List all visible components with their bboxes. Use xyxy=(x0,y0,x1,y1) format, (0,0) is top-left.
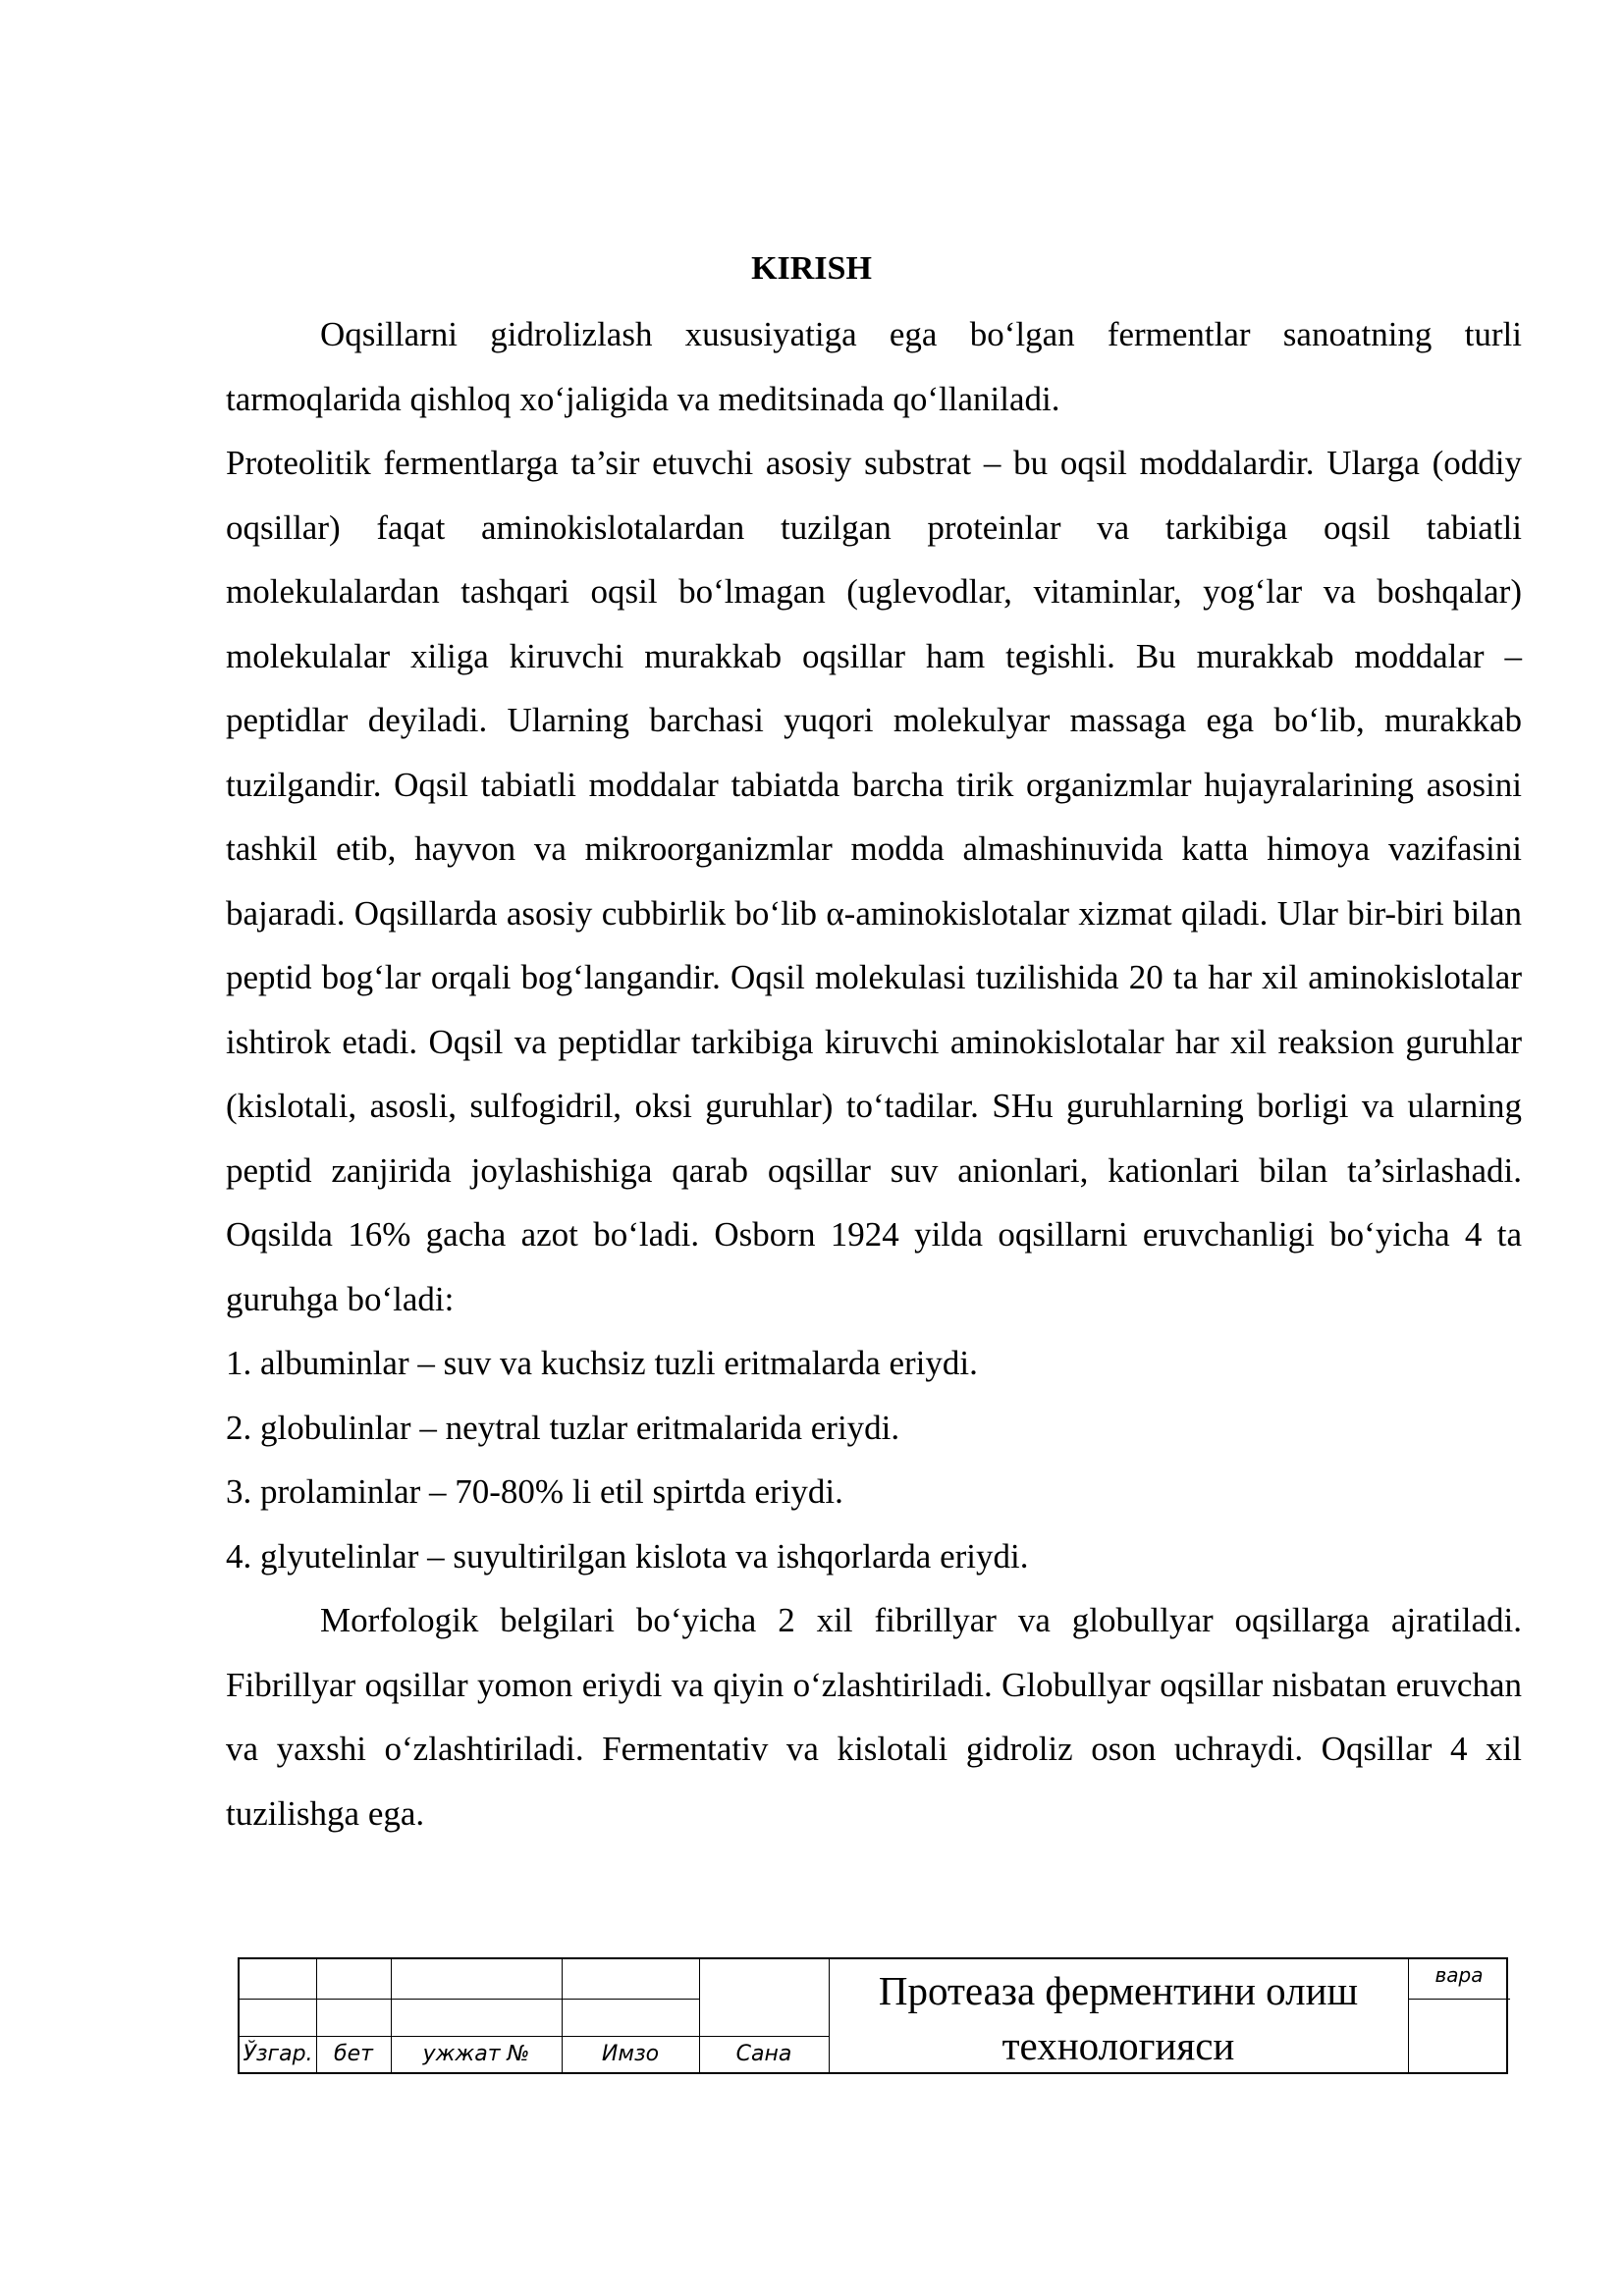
stamp-divider xyxy=(240,1999,699,2000)
stamp-label-doc-no: ужжат № xyxy=(422,2042,530,2066)
paragraph-substrate: Proteolitik fermentlarga ta’sir etuvchi asosiy substrat – bu oqsil moddalardir. Ularga (oddiy oqsillar) faqat aminokislotalardan tuzilgan proteinlar va tarkibiga oqsil tabiatli molekulalardan tashqari oqsil bo‘lmagan (uglevodlar, vitaminlar, yog‘lar va boshqalar) molekulalar xiliga kiruvchi murakkab oqsillar ham tegishli. Bu murakkab moddalar – peptidlar deyiladi. Ularning barchasi yuqori molekulyar massaga ega bo‘lib, murakkab tuzilgandir. Oqsil tabiatli moddalar tabiatda barcha tirik organizmlar hujayralarining asosini tashkil etib, hayvon va mikroorganizmlar modda almashinuvida katta himoya vazifasini bajaradi. Oqsillarda asosiy cubbirlik bo‘lib α-aminokislotalar xizmat qiladi. Ular bir-biri bilan peptid bog‘lar orqali bog‘langandir. Oqsil molekulasi tuzilishida 20 ta har xil aminokislotalar ishtirok etadi. Oqsil va peptidlar tarkibiga kiruvchi aminokislotalar har xil reaksion guruhlar (kislotali, asosli, sulfogidril, oksi guruhlar) to‘tadilar. SHu guruhlarning borligi va ularning peptid zanjirida joylashishiga qarab oqsillar suv anionlari, kationlari bilan ta’sirlashadi. Oqsilda 16% gacha azot bo‘ladi. Osborn 1924 yilda oqsillarni eruvchanligi bo‘yicha 4 ta guruhga bo‘ladi: xyxy=(226,444,1522,1318)
stamp-label-page: бет xyxy=(334,2042,373,2066)
title-block-stamp xyxy=(238,1957,1508,2074)
stamp-label-signature: Имзо xyxy=(601,2042,660,2066)
paragraph-morphology: Morfologik belgilari bo‘yicha 2 xil fibrillyar va globullyar oqsillarga ajratiladi. Fibrillyar oqsillar yomon eriydi va qiyin o‘zlashtiriladi. Globullyar oqsillar nisbatan eruvchan va yaxshi o‘zlashtiriladi. Fermentativ va kislotali gidroliz oson uchraydi. Oqsillar 4 xil tuzilishga ega. xyxy=(226,1601,1522,1833)
stamp-divider xyxy=(240,2036,829,2037)
stamp-document-title: Протеаза ферментини олиш технологияси xyxy=(878,1968,1359,2068)
list-item: 2. globulinlar – neytral tuzlar eritmalarida eriydi. xyxy=(226,1408,900,1447)
stamp-divider xyxy=(1408,1999,1510,2000)
stamp-sheet-label: вара xyxy=(1434,1963,1484,1987)
body-text xyxy=(226,302,1522,1845)
list-item: 1. albuminlar – suv va kuchsiz tuzli eritmalarda eriydi. xyxy=(226,1344,978,1382)
paragraph-intro: Oqsillarni gidrolizlash xususiyatiga ega bo‘lgan fermentlar sanoatning turli tarmoqlarida qishloq xo‘jaligida va meditsinada qo‘llaniladi. xyxy=(226,315,1522,418)
stamp-label-change: Ўзгар. xyxy=(243,2042,313,2066)
list-item: 4. glyutelinlar – suyultirilgan kislota va ishqorlarda eriydi. xyxy=(226,1536,1029,1575)
section-heading: KIRISH xyxy=(751,250,872,287)
list-item: 3. prolaminlar – 70-80% li etil spirtda eriydi. xyxy=(226,1472,843,1511)
stamp-label-date: Сана xyxy=(735,2042,792,2066)
